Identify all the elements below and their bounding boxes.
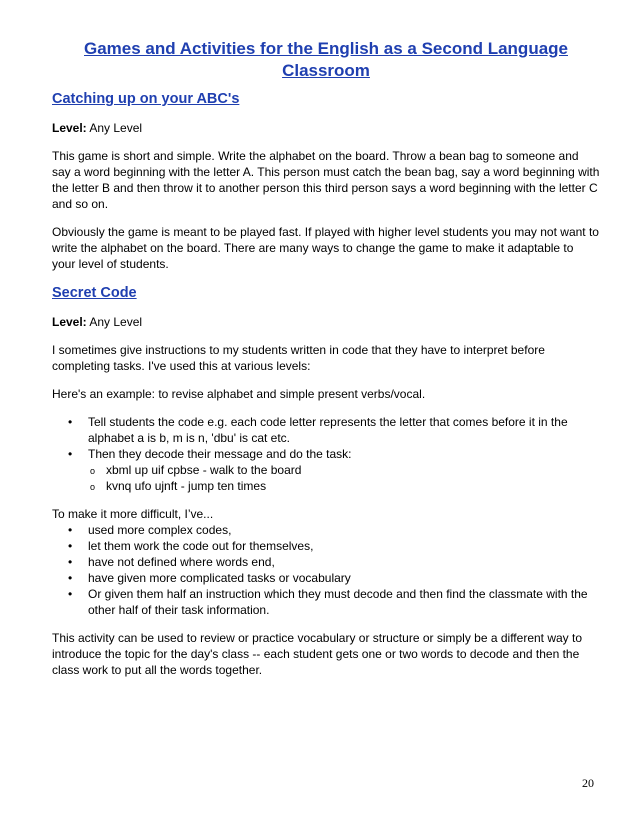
paragraph: This game is short and simple. Write the alphabet on the board. Throw a bean bag to someone and say a word beginning with the letter A. This person must catch the bean bag, say a word beginning with the letter B and then throw it to another person this third person says a word beginning with the letter C and so on.	[52, 149, 600, 211]
list-item-text: Then they decode their message and do the task:	[88, 447, 352, 461]
list-item: • Or given them half an instruction which they must decode and then find the classmate with the other half of their task information.	[52, 586, 600, 618]
paragraph: Obviously the game is meant to be played fast. If played with higher level students you may not want to write the alphabet on the board. There are many ways to change the game to make it adaptable to your level of students.	[52, 225, 599, 271]
page-number: 20	[582, 776, 594, 790]
sub-list-item: o kvnq ufo ujnft - jump ten times	[88, 478, 600, 494]
level-line	[52, 120, 600, 136]
section-heading-abc: Catching up on your ABC's	[52, 91, 240, 107]
list-item: • have not defined where words end,	[52, 554, 600, 570]
paragraph: This activity can be used to review or practice vocabulary or structure or simply be a different way to introduce the topic for the day's class -- each student gets one or two words to decode and then the class work to put all the words together.	[52, 631, 583, 677]
section-heading-secret-code: Secret Code	[52, 285, 137, 301]
document-page	[52, 38, 600, 690]
steps-list	[52, 414, 600, 494]
difficulty-list	[52, 522, 600, 618]
sub-list-item: o xbml up uif cpbse - walk to the board	[88, 462, 600, 478]
list-item: • have given more complicated tasks or vocabulary	[52, 570, 600, 586]
document-title: Games and Activities for the English as a Second Language Classroom	[84, 39, 568, 80]
list-item: • let them work the code out for themselves,	[52, 538, 600, 554]
level-value: Any Level	[86, 315, 143, 329]
level-label: Level:	[52, 315, 87, 329]
level-value: Any Level	[86, 121, 143, 135]
paragraph: Here's an example: to revise alphabet and simple present verbs/vocal.	[52, 387, 426, 401]
level-label: Level:	[52, 121, 87, 135]
level-line	[52, 314, 600, 330]
paragraph: To make it more difficult, I’ve...	[52, 507, 214, 521]
paragraph: I sometimes give instructions to my students written in code that they have to interpret before completing tasks. I've used this at various levels:	[52, 343, 545, 373]
list-item-text: Tell students the code e.g. each code letter represents the letter that comes before it in the alphabet a is b, m is n, 'dbu' is cat etc.	[88, 415, 568, 445]
list-item	[52, 414, 600, 446]
list-item	[52, 446, 600, 494]
list-item: • used more complex codes,	[52, 522, 600, 538]
examples-list	[88, 462, 600, 494]
